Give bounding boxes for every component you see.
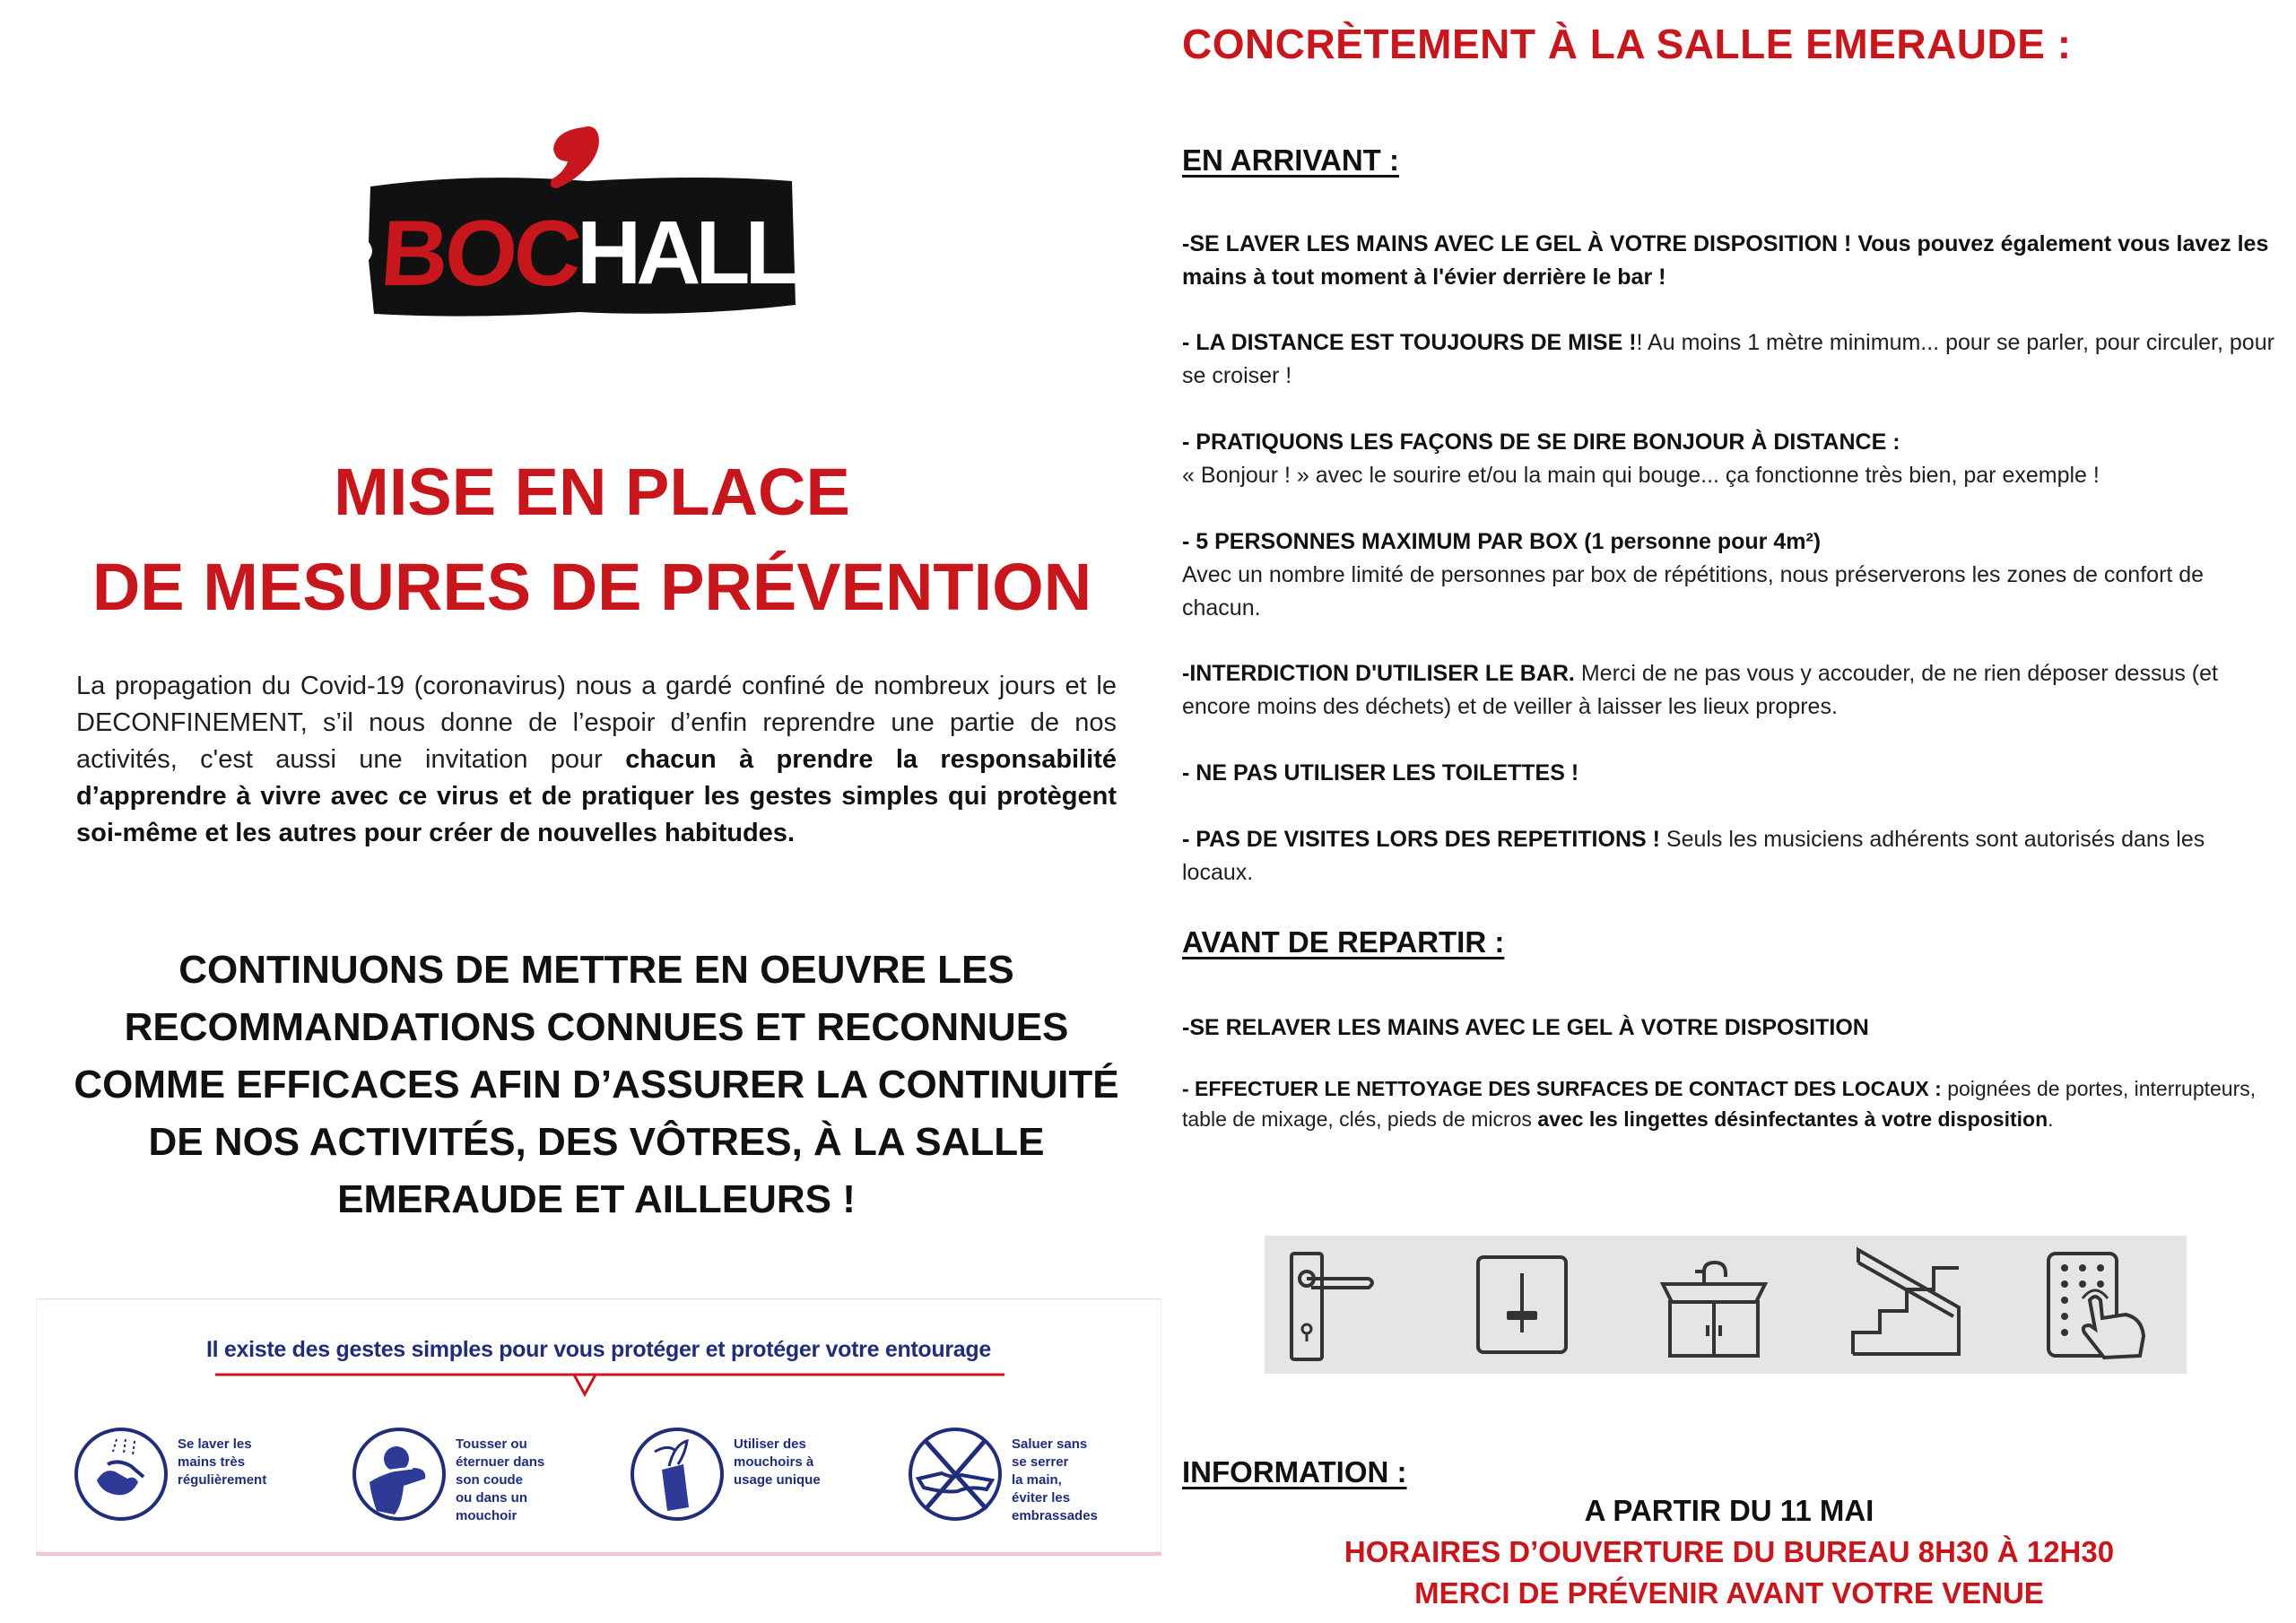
rule-item: - PAS DE VISITES LORS DES REPETITIONS ! Seuls les musiciens adhérents sont autorisés dans les locaux.: [1182, 827, 2205, 885]
section-heading-departure: AVANT DE REPARTIR :: [1182, 925, 1505, 959]
main-title-line1: MISE EN PLACE: [334, 455, 850, 529]
contact-surfaces-strip: [1265, 1236, 2187, 1374]
geste-label: Tousser ou éternuer dans son coude ou dans un mouchoir: [456, 1436, 545, 1523]
intro-bold-text: chacun à prendre la responsabilité d’apprendre à vivre avec ce virus et de pratiquer les gestes simples qui protègent soi-même et les autres pour créer de nouvelles habitudes.: [76, 745, 1118, 847]
section-heading-arrival: EN ARRIVANT :: [1182, 143, 1399, 177]
call-to-action: CONTINUONS DE METTRE EN OEUVRE LES RECOMMANDATIONS CONNUES ET RECONNUES COMME EFFICACES AFIN D’ASSURER LA CONTINUITÉ DE NOS ACTIVITÉS, DES VÔTRES, À LA SALLE EMERAUDE ET AILLEURS !: [74, 948, 1119, 1221]
cough-elbow-icon: [350, 1425, 448, 1523]
gestures-title: Il existe des gestes simples pour vous protéger et protéger votre entourage: [206, 1337, 991, 1362]
geste-label: Utiliser des mouchoirs à usage unique: [734, 1436, 821, 1488]
rule-item: -SE LAVER LES MAINS AVEC LE GEL À VOTRE DISPOSITION ! Vous pouvez également vous lavez les mains à tout moment à l'évier derrière le bar !: [1182, 231, 2269, 290]
geste-item: [72, 1425, 341, 1532]
hand-washing-icon: [72, 1425, 170, 1523]
no-handshake-icon: [906, 1425, 1004, 1523]
svg-text:HALL: HALL: [577, 203, 795, 303]
info-hours: HORAIRES D’OUVERTURE DU BUREAU 8H30 À 12H30: [1344, 1535, 2115, 1568]
bochall-logo: [363, 126, 798, 336]
rule-item: - EFFECTUER LE NETTOYAGE DES SURFACES DE CONTACT DES LOCAUX : poignées de portes, interrupteurs, table de mixage, clés, pieds de micros avec les lingettes désinfectantes à votre disposition.: [1182, 1077, 2257, 1131]
geste-item: [350, 1425, 619, 1532]
rule-item: - 5 PERSONNES MAXIMUM PAR BOX (1 personne pour 4m²) Avec un nombre limité de personnes par box de répétitions, nous préserverons les zones de confort de chacun.: [1182, 529, 2205, 621]
stair-railing-icon: [1848, 1246, 1964, 1363]
rule-item: - LA DISTANCE EST TOUJOURS DE MISE !! Au moins 1 mètre minimum... pour se parler, pour circuler, pour se croiser !: [1182, 330, 2274, 388]
rule-item: - PRATIQUONS LES FAÇONS DE SE DIRE BONJOUR À DISTANCE : « Bonjour ! » avec le sourire et/ou la main qui bouge... ça fonctionne très bien, par exemple !: [1182, 430, 2100, 488]
light-switch-icon: [1464, 1246, 1580, 1363]
keypad-icon: [2039, 1246, 2156, 1363]
tissue-icon: [628, 1425, 726, 1523]
geste-item: [906, 1425, 1175, 1532]
geste-label: Se laver les mains très régulièrement: [178, 1436, 267, 1488]
right-title: CONCRÈTEMENT À LA SALLE EMERAUDE :: [1182, 21, 2072, 67]
geste-item: [628, 1425, 897, 1532]
rule-item: -INTERDICTION D'UTILISER LE BAR. Merci de ne pas vous y accouder, de ne rien déposer dessus (et encore moins des déchets) et de veiller à laisser les lieux propres.: [1182, 661, 2218, 719]
sink-icon: [1656, 1246, 1772, 1363]
info-notice: MERCI DE PRÉVENIR AVANT VOTRE VENUE: [1414, 1576, 2044, 1610]
intro-text: La propagation du Covid-19 (coronavirus) nous a gardé confiné de nombreux jours et le DECONFINEMENT, s’il nous donne de l’espoir d’enfin reprendre une partie de nos activités, c'est aussi une invitation pour: [76, 672, 1117, 774]
intro-paragraph: [76, 668, 1117, 852]
rule-item: -SE RELAVER LES MAINS AVEC LE GEL À VOTRE DISPOSITION: [1182, 1015, 1869, 1040]
underline-arrow-icon: [215, 1367, 1004, 1403]
section-heading-information: INFORMATION :: [1182, 1455, 1407, 1488]
info-date: A PARTIR DU 11 MAI: [1584, 1494, 1874, 1527]
gestures-banner: [36, 1298, 1161, 1556]
geste-label: Saluer sans se serrer la main, éviter les embrassades: [1012, 1436, 1098, 1523]
svg-text:BOC: BOC: [377, 202, 582, 306]
door-handle-icon: [1272, 1246, 1388, 1363]
rule-item: - NE PAS UTILISER LES TOILETTES !: [1182, 760, 1579, 785]
main-title-line2: DE MESURES DE PRÉVENTION: [91, 550, 1092, 624]
